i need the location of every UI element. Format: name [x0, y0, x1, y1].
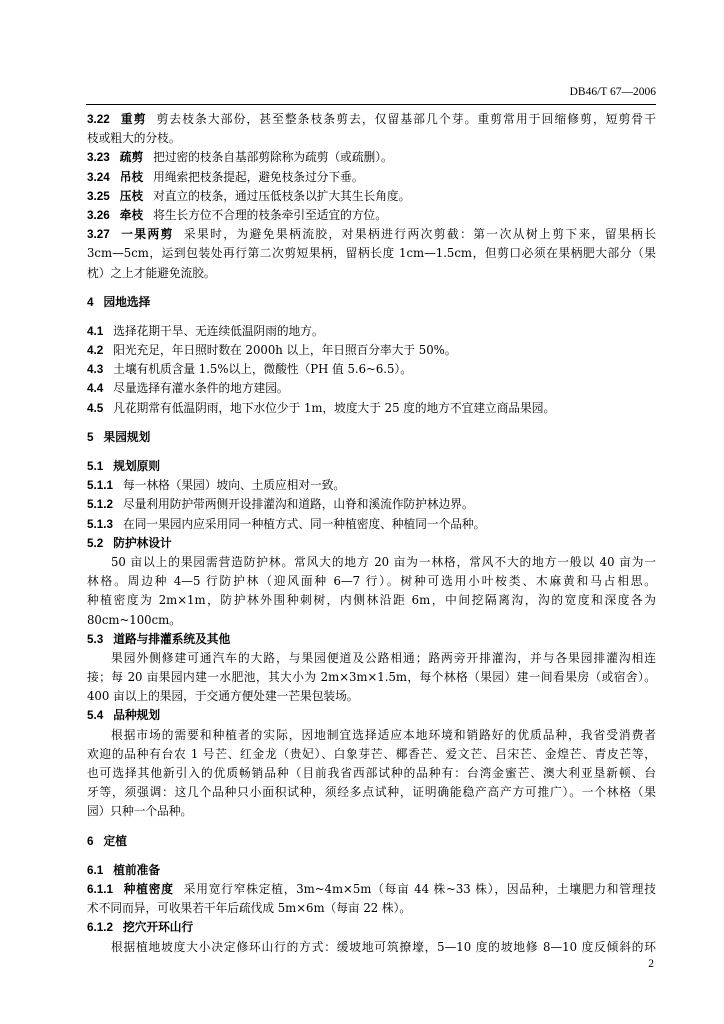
- definition-3-22: 3.22 重剪 剪去枝条大部份，甚至整条枝条剪去，仅留基部几个芽。重剪常用于回缩修剪，短剪骨干: [87, 112, 656, 126]
- clause-6-1-1-cont: 术不同而异，可收果若干年后疏伐成 5m×6m（每亩 22 株）。: [87, 901, 412, 916]
- definition-3-22-cont: 枝或粗大的分枝。: [87, 131, 181, 146]
- definition-3-24: 3.24 吊枝 用绳索把枝条提起，避免枝条过分下垂。: [87, 169, 364, 184]
- paragraph-line: 种植密度为 2m×1m，防护林外围种刺树，内侧林沿距 6m，中间挖隔离沟，沟的宽度和深度各为: [87, 593, 656, 608]
- section-6-heading: 6 定植: [87, 833, 127, 848]
- page-content: [87, 110, 656, 957]
- clause-4-5: 4.5 凡花期常有低温阴雨，地下水位少于 1m，坡度大于 25 度的地方不宜建立商品果园。: [87, 400, 556, 415]
- clause-4-2: 4.2 阳光充足，年日照时数在 2000h 以上，年日照百分率大于 50%。: [87, 343, 457, 358]
- clause-4-4: 4.4 尽量选择有灌水条件的地方建园。: [87, 381, 289, 396]
- paragraph-line: 50 亩以上的果园需营造防护林。常风大的地方 20 亩为一林格，常风不大的地方一般以 40 亩为一: [111, 554, 656, 569]
- paragraph-line: 也可选择其他新引入的优质畅销品种（目前我省西部试种的品种有：台湾金蜜芒、澳大利亚垦新顿、台: [87, 766, 656, 780]
- definition-3-27-cont2: 枕）之上才能避免流胶。: [87, 265, 216, 280]
- paragraph-line: 80cm~100cm。: [87, 612, 181, 627]
- definition-3-23: 3.23 疏剪 把过密的枝条自基部剪除称为疏剪（或疏删）。: [87, 150, 393, 165]
- paragraph-line: 根据植地坡度大小决定修环山行的方式：缓坡地可筑撩壕，5—10 度的坡地修 8—10 度反倾斜的环: [111, 939, 656, 954]
- definition-3-26: 3.26 牵枝 将生长方位不合理的枝条牵引至适宜的方位。: [87, 207, 387, 222]
- page-number: 2: [648, 958, 654, 970]
- paragraph-line: 园）只种一个品种。: [87, 804, 193, 819]
- paragraph-line: 根据市场的需要和种植者的实际，因地制宜选择适应本地环境和销路好的优质品种，我省受消费者: [111, 727, 656, 742]
- section-5-heading: 5 果园规划: [87, 429, 151, 444]
- paragraph-line: 400 亩以上的果园，于交通方便处建一芒果包装场。: [87, 689, 359, 704]
- section-4-heading: 4 园地选择: [87, 294, 151, 309]
- header-rule: [86, 104, 656, 105]
- subsection-6-1-heading: 6.1 植前准备: [87, 862, 161, 877]
- clause-6-1-2-heading: 6.1.2 挖穴开环山行: [87, 920, 194, 935]
- paragraph-line: 接；每 20 亩果园内建一水肥池，其大小为 2m×3m×1.5m，每个林格（果园）建一间看果房（或宿舍）。: [87, 670, 656, 685]
- definition-3-27: 3.27 一果两剪 采果时，为避免果柄流胶，对果柄进行两次剪截：第一次从树上剪下来，留果柄长: [87, 227, 656, 242]
- paragraph-line: 欢迎的品种有台农 1 号芒、红金龙（贵妃）、白象芽芒、椰香芒、爱文芒、吕宋芒、金煌芒、青皮芒等，: [87, 746, 656, 761]
- paragraph-line: 果园外侧修建可通汽车的大路，与果园便道及公路相通；路两旁开排灌沟，并与各果园排灌沟相连: [111, 650, 656, 665]
- paragraph-line: 林格。周边种 4—5 行防护林（迎风面种 6—7 行）。树种可选用小叶桉类、木麻黄和马占相思。: [87, 574, 656, 589]
- definition-3-25: 3.25 压枝 对直立的枝条，通过压低枝条以扩大其生长角度。: [87, 188, 411, 203]
- clause-4-1: 4.1 选择花期干旱、无连续低温阴雨的地方。: [87, 323, 324, 338]
- subsection-5-2-heading: 5.2 防护林设计: [87, 535, 172, 550]
- subsection-5-3-heading: 5.3 道路与排灌系统及其他: [87, 631, 231, 646]
- subsection-5-1-heading: 5.1 规划原则: [87, 459, 161, 473]
- clause-5-1-3: 5.1.3 在同一果园内应采用同一种植方式、同一种植密度、种植同一个品种。: [87, 516, 486, 531]
- subsection-5-4-heading: 5.4 品种规划: [87, 708, 161, 723]
- clause-4-3: 4.3 土壤有机质含量 1.5%以上，微酸性（PH 值 5.6~6.5）。: [87, 362, 412, 377]
- clause-5-1-2: 5.1.2 尽量利用防护带两侧开设排灌沟和道路，山脊和溪流作防护林边界。: [87, 497, 474, 512]
- paragraph-line: 牙等，须强调：这几个品种只小面积试种，须经多点试种，证明确能稳产高产方可推广）。一个林格（果: [87, 785, 656, 800]
- clause-5-1-1: 5.1.1 每一林格（果园）坡向、土质应相对一致。: [87, 478, 346, 493]
- definition-3-27-cont: 3cm—5cm，运到包装处再行第二次剪短果柄，留柄长度 1cm—1.5cm，但剪口必须在果柄肥大部分（果: [87, 246, 656, 261]
- document-id-header: DB46/T 67—2006: [569, 86, 656, 98]
- clause-6-1-1: 6.1.1 种植密度 采用宽行窄株定植，3m~4m×5m（每亩 44 株~33 株），因品种，土壤肥力和管理技: [87, 881, 656, 896]
